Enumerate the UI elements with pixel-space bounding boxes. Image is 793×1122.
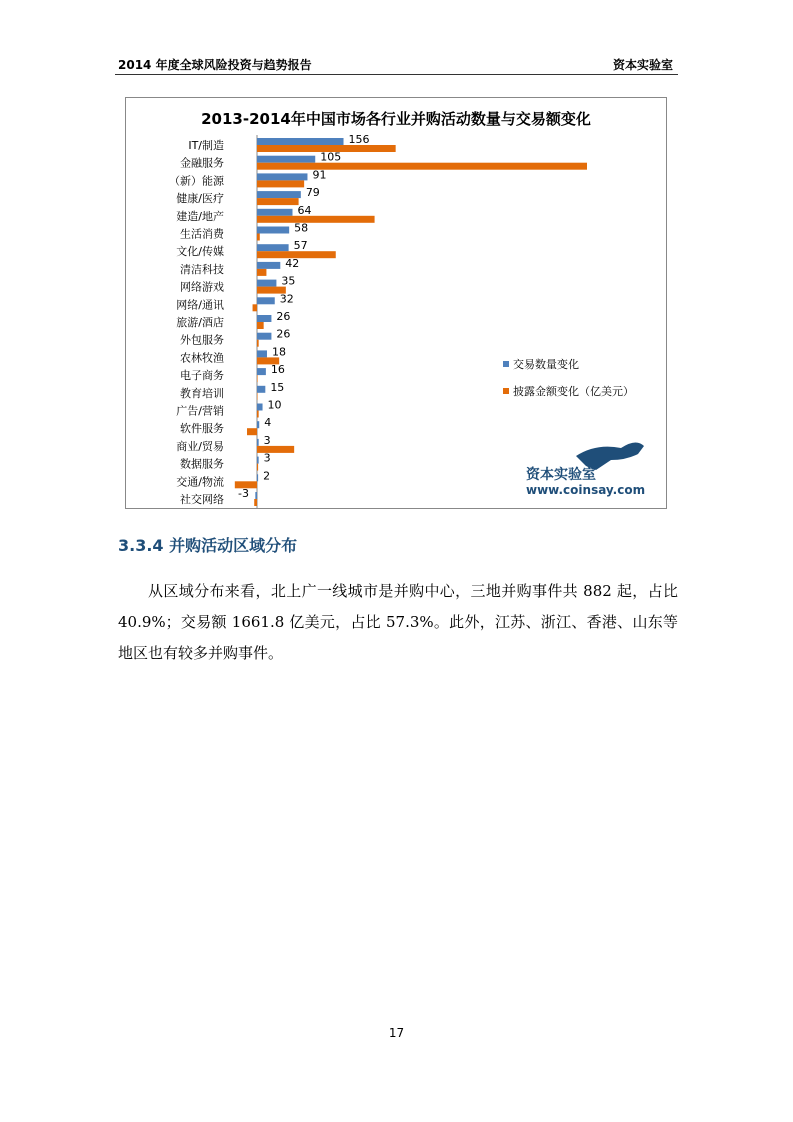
category-label: 健康/医疗 (176, 192, 224, 206)
count-bar (257, 191, 301, 198)
count-bar (257, 209, 292, 216)
data-label: 42 (285, 256, 300, 270)
amount-bar (254, 499, 257, 506)
count-bar (257, 244, 289, 251)
amount-bar (253, 304, 257, 311)
data-label: 15 (270, 380, 285, 394)
count-bar (257, 457, 259, 464)
data-label: 156 (348, 133, 370, 146)
count-bar (257, 421, 259, 428)
count-bar (257, 333, 271, 340)
data-label: 32 (279, 292, 294, 306)
data-label: 3 (263, 433, 271, 447)
amount-bar (257, 340, 259, 347)
category-label: 数据服务 (180, 457, 224, 471)
category-label: 网络/通讯 (176, 298, 224, 312)
count-bar (257, 368, 266, 375)
category-label: 建造/地产 (176, 209, 224, 223)
watermark-url: www.coinsay.com (526, 483, 646, 497)
chart-frame (125, 97, 667, 509)
data-label: 26 (276, 310, 291, 323)
count-bar (257, 439, 259, 446)
legend-swatch (503, 388, 509, 394)
chart-title: 2013-2014年中国市场各行业并购活动数量与交易额变化 (201, 110, 591, 128)
amount-bar (257, 375, 258, 382)
industry-ma-chart (126, 98, 666, 508)
data-label: 18 (271, 345, 286, 359)
count-bar (257, 227, 289, 234)
count-bar (255, 492, 257, 499)
category-label: 社交网络 (180, 493, 224, 506)
data-label: 35 (281, 274, 296, 288)
amount-bar (257, 180, 304, 187)
category-label: IT/制造 (188, 139, 224, 152)
category-label: 旅游/酒店 (176, 316, 224, 329)
data-label: 2 (263, 469, 271, 483)
data-label: 57 (293, 239, 308, 253)
count-bar (257, 350, 267, 357)
legend-swatch (503, 361, 509, 367)
data-label: 3 (263, 451, 271, 465)
amount-bar (257, 198, 299, 205)
data-label: 10 (267, 398, 282, 412)
data-label: 16 (270, 363, 285, 377)
category-label: 电子商务 (180, 369, 224, 383)
count-bar (257, 474, 258, 481)
data-label: 58 (294, 221, 309, 235)
amount-bar (257, 446, 294, 453)
count-bar (257, 386, 265, 393)
data-label: -3 (238, 487, 249, 500)
chart-marks (169, 133, 587, 508)
category-label: 商业/贸易 (176, 439, 224, 453)
legend-label: 披露金额变化（亿美元） (513, 385, 634, 398)
legend-label: 交易数量变化 (513, 358, 579, 371)
category-label: 教育培训 (180, 386, 224, 400)
data-label: 4 (264, 416, 272, 430)
count-bar (257, 173, 307, 180)
category-label: 软件服务 (180, 422, 224, 436)
body-paragraph (118, 576, 678, 669)
amount-bar (257, 269, 266, 276)
header-rule (115, 74, 678, 75)
count-bar (257, 297, 275, 304)
count-bar (257, 156, 315, 163)
data-label: 91 (312, 168, 327, 182)
section-title: 3.3.4 并购活动区域分布 (118, 536, 298, 555)
count-bar (257, 138, 344, 145)
jaguar-icon (576, 442, 644, 470)
watermark-title: 资本实验室 (526, 467, 596, 483)
data-label: 26 (276, 327, 291, 341)
category-label: 清洁科技 (180, 262, 224, 276)
page-number: 17 (388, 1026, 405, 1040)
category-label: 广告/营销 (176, 404, 224, 418)
category-label: 外包服务 (180, 333, 224, 347)
chart-legend (503, 357, 634, 398)
count-bar (257, 280, 276, 287)
amount-bar (257, 234, 260, 241)
amount-bar (257, 216, 375, 223)
category-label: 金融服务 (180, 156, 224, 170)
amount-bar (257, 464, 258, 471)
paragraph-text: 从区域分布来看，北上广一线城市是并购中心，三地并购事件共 882 起，占比 40.9%；交易额 1661.8 亿美元，占比 57.3%。此外，江苏、浙江、香港、山东等地区也有较多并购事件。 (118, 582, 678, 662)
category-label: 交通/物流 (176, 475, 224, 489)
coinsay-watermark (526, 442, 645, 497)
amount-bar (257, 393, 258, 400)
category-label: 农林牧渔 (180, 351, 224, 365)
category-label: （新）能源 (169, 174, 224, 188)
data-label: 105 (320, 150, 342, 164)
category-label: 生活消费 (180, 227, 224, 241)
amount-bar (257, 322, 264, 329)
amount-bar (257, 411, 259, 418)
count-bar (257, 262, 280, 269)
amount-bar (257, 163, 587, 170)
amount-bar (247, 428, 257, 435)
page-header-left: 2014 年度全球风险投资与趋势报告 (118, 58, 312, 72)
category-label: 网络游戏 (180, 280, 224, 294)
category-label: 文化/传媒 (176, 245, 224, 259)
count-bar (257, 404, 263, 411)
count-bar (257, 315, 271, 322)
data-label: 64 (297, 203, 312, 217)
data-label: 79 (305, 186, 320, 200)
page-header-right: 资本实验室 (612, 58, 673, 72)
